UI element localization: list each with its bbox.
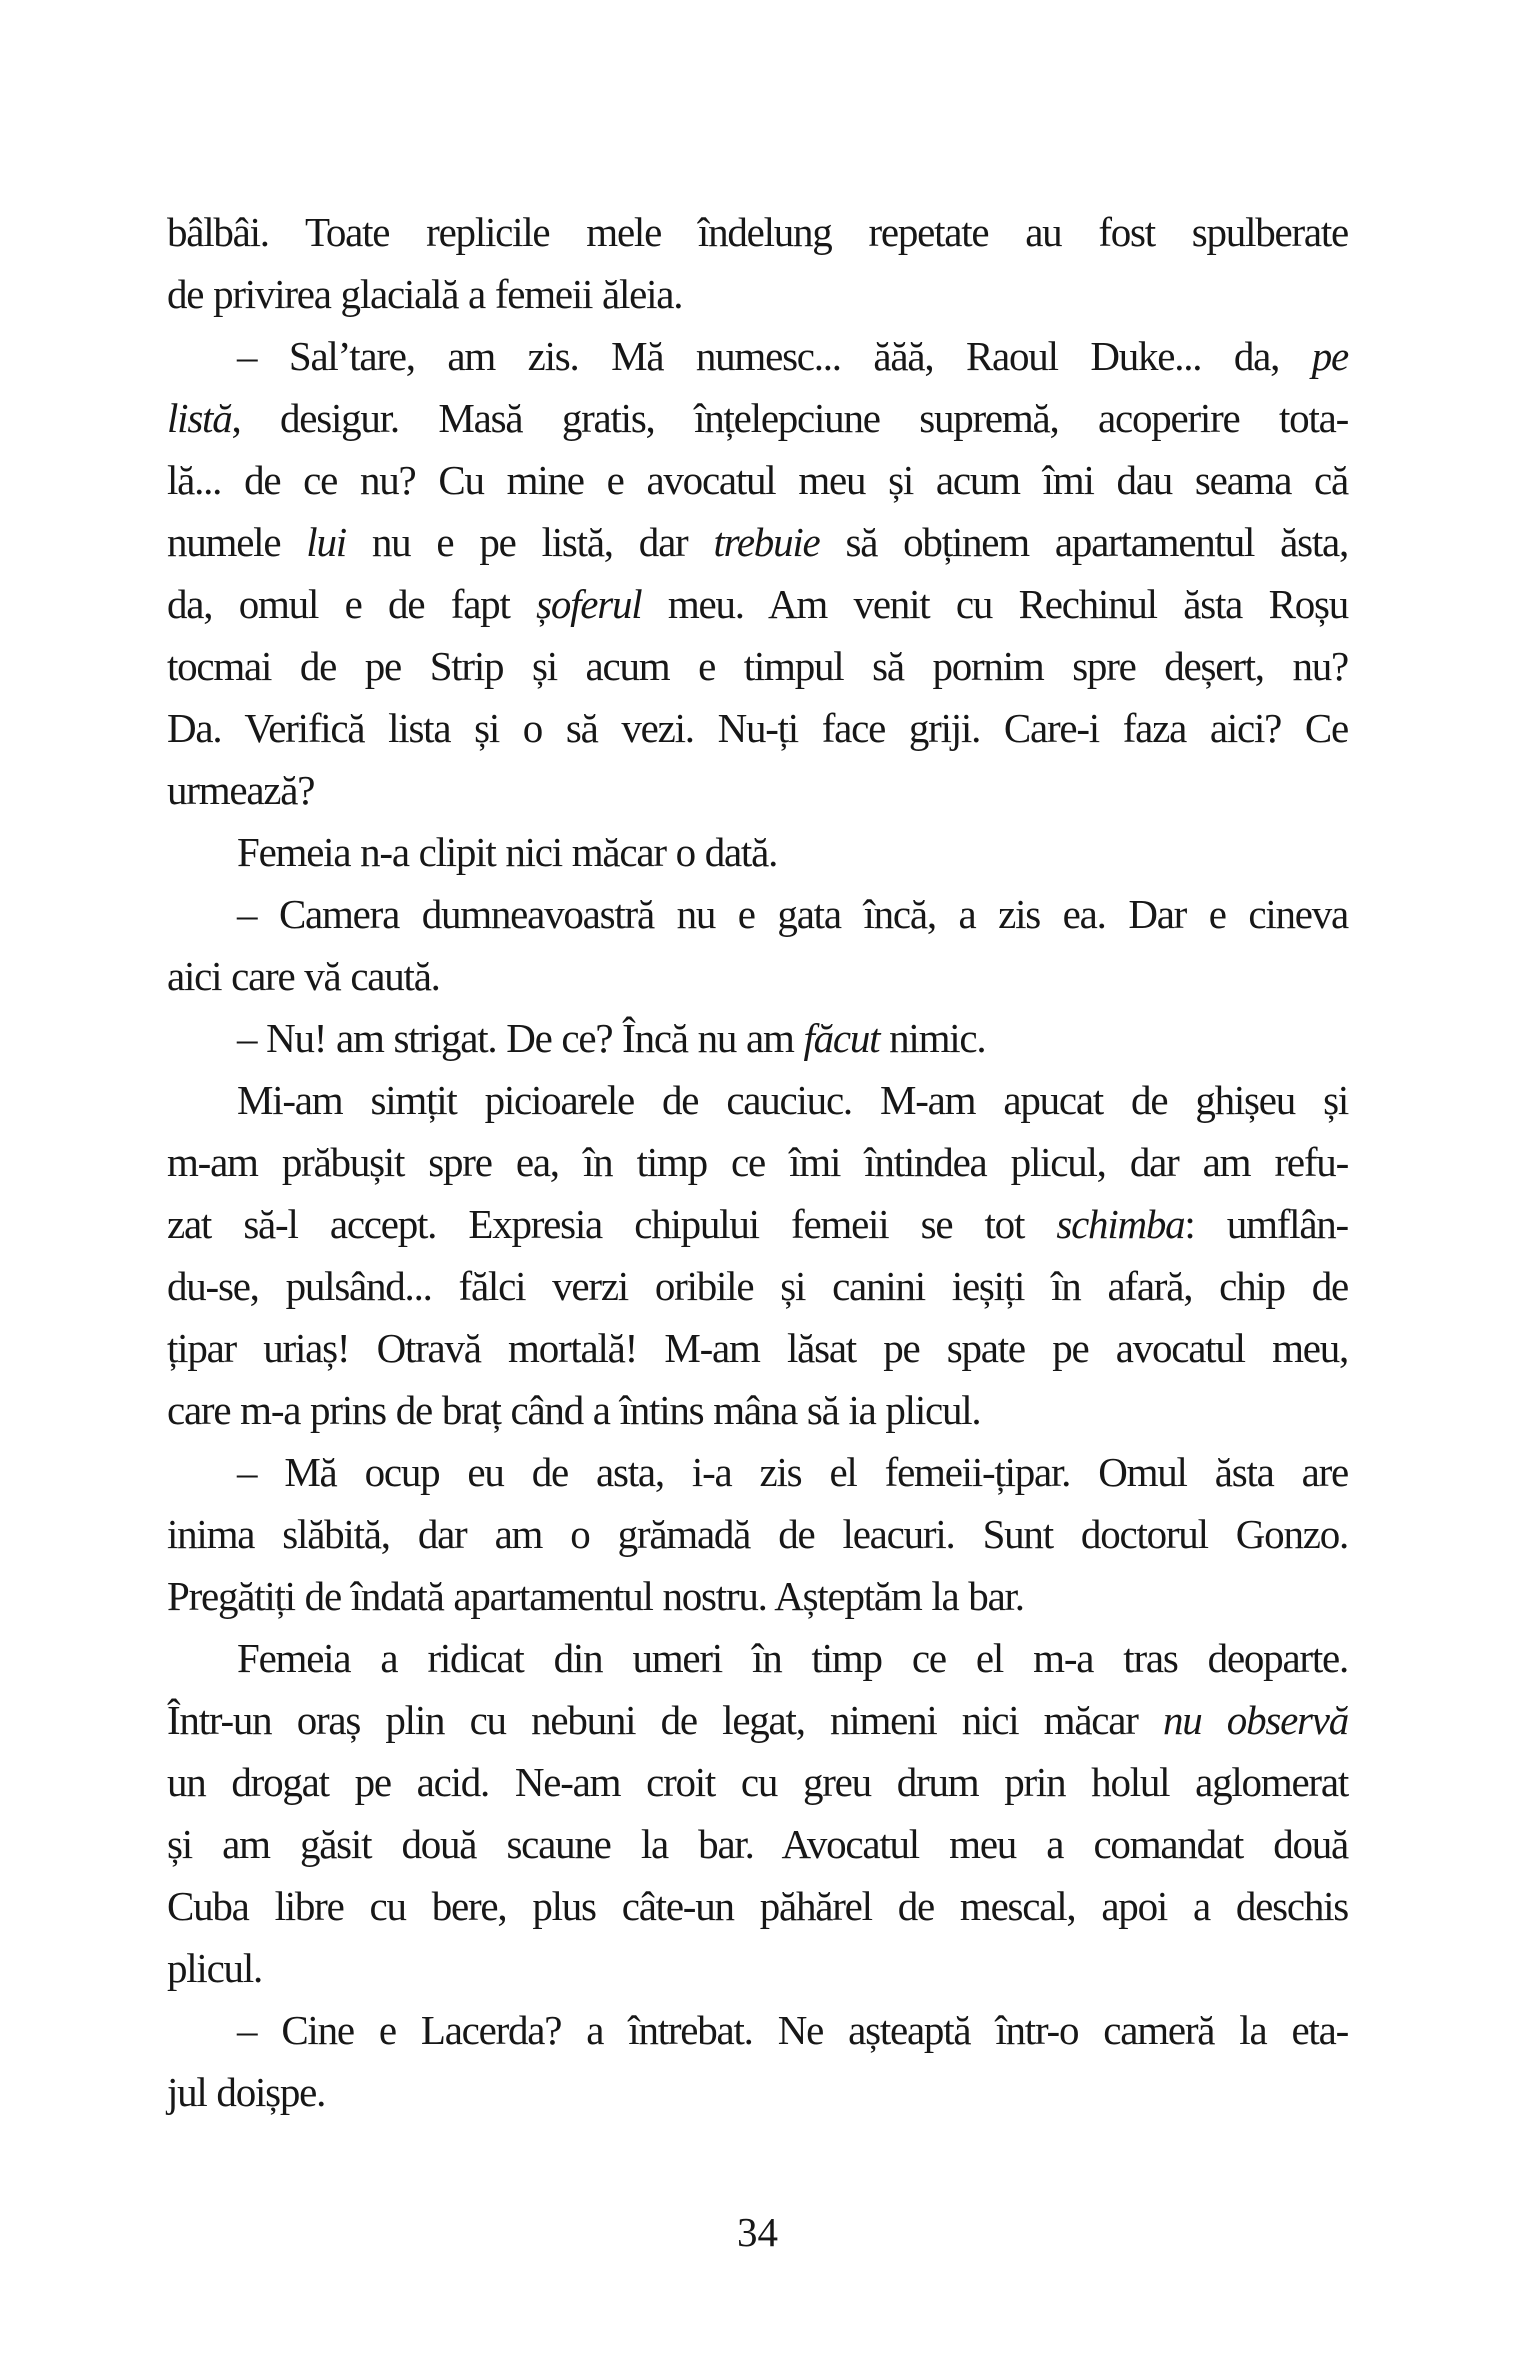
italic-text-segment: nu observă: [1162, 1697, 1349, 1743]
text-segment: de privirea glacială a femeii ăleia.: [167, 271, 683, 317]
text-segment: jul doișpe.: [167, 2069, 326, 2115]
page-number: 34: [737, 2209, 778, 2255]
text-segment: – Sal’tare, am zis. Mă numesc... ăăă, Raoul Duke... da,: [237, 333, 1312, 379]
text-line: [167, 387, 1348, 449]
text-line: [167, 511, 1348, 573]
text-segment: Într-un oraș plin cu nebuni de legat, nimeni nici măcar: [167, 1697, 1163, 1743]
text-line: [167, 1503, 1348, 1565]
text-segment: care m-a prins de braț când a întins mâna să ia plicul.: [167, 1387, 981, 1433]
text-line: [167, 1999, 1348, 2061]
text-segment: – Nu! am strigat. De ce? Încă nu am: [237, 1015, 804, 1061]
text-segment: și am găsit două scaune la bar. Avocatul meu a comandat două: [167, 1821, 1348, 1867]
text-line: [167, 697, 1348, 759]
text-segment: zat să-l accept. Expresia chipului femeii se tot: [167, 1201, 1057, 1247]
italic-text-segment: lui: [306, 519, 346, 565]
text-line: [167, 1937, 1348, 1999]
text-segment: – Camera dumneavoastră nu e gata încă, a zis ea. Dar e cineva: [237, 891, 1348, 937]
text-segment: , desigur. Masă gratis, înțelepciune supremă, acoperire tota-: [231, 395, 1348, 441]
text-line: [167, 1379, 1348, 1441]
text-line: [167, 821, 1348, 883]
italic-text-segment: listă: [167, 395, 232, 441]
text-segment: Femeia n-a clipit nici măcar o dată.: [237, 829, 778, 875]
text-line: [167, 883, 1348, 945]
text-segment: urmează?: [167, 767, 315, 813]
text-line: [167, 1813, 1348, 1875]
text-line: [167, 2061, 1348, 2123]
text-segment: țipar uriaș! Otravă mortală! M-am lăsat pe spate pe avocatul meu,: [167, 1325, 1348, 1371]
text-segment: un drogat pe acid. Ne-am croit cu greu drum prin holul aglomerat: [167, 1759, 1348, 1805]
text-line: [167, 1069, 1348, 1131]
body-text: [167, 201, 1348, 2123]
text-segment: inima slăbită, dar am o grămadă de leacuri. Sunt doctorul Gonzo.: [167, 1511, 1348, 1557]
text-line: [167, 573, 1348, 635]
text-line: [167, 449, 1348, 511]
text-line: [167, 1193, 1348, 1255]
text-line: [167, 945, 1348, 1007]
text-segment: Cuba libre cu bere, plus câte-un păhărel de mescal, apoi a deschis: [167, 1883, 1348, 1929]
text-line: [167, 1565, 1348, 1627]
text-line: [167, 1317, 1348, 1379]
text-line: [167, 1007, 1348, 1069]
text-segment: numele: [167, 519, 307, 565]
text-line: [167, 1689, 1348, 1751]
text-segment: aici care vă caută.: [167, 953, 440, 999]
text-segment: lă... de ce nu? Cu mine e avocatul meu și acum îmi dau seama că: [167, 457, 1348, 503]
text-segment: Da. Verifică lista și o să vezi. Nu-ți face griji. Care-i faza aici? Ce: [167, 705, 1348, 751]
text-line: [167, 759, 1348, 821]
text-line: [167, 1875, 1348, 1937]
text-line: [167, 1255, 1348, 1317]
text-line: [167, 635, 1348, 697]
text-line: [167, 325, 1348, 387]
text-segment: – Cine e Lacerda? a întrebat. Ne așteaptă într-o cameră la eta-: [237, 2007, 1348, 2053]
text-segment: – Mă ocup eu de asta, i-a zis el femeii-țipar. Omul ăsta are: [237, 1449, 1348, 1495]
text-segment: da, omul e de fapt: [167, 581, 537, 627]
text-segment: du-se, pulsând... fălci verzi oribile și canini ieșiți în afară, chip de: [167, 1263, 1348, 1309]
text-segment: nimic.: [879, 1015, 986, 1061]
text-line: [167, 1751, 1348, 1813]
text-segment: plicul.: [167, 1945, 263, 1991]
text-segment: meu. Am venit cu Rechinul ăsta Roșu: [641, 581, 1348, 627]
text-line: [167, 1131, 1348, 1193]
text-segment: m-am prăbușit spre ea, în timp ce îmi întindea plicul, dar am refu-: [167, 1139, 1348, 1185]
text-segment: să obținem apartamentul ăsta,: [819, 519, 1349, 565]
italic-text-segment: schimba: [1056, 1201, 1185, 1247]
italic-text-segment: trebuie: [713, 519, 820, 565]
text-line: [167, 1627, 1348, 1689]
text-segment: Mi-am simțit picioarele de cauciuc. M-am apucat de ghișeu și: [237, 1077, 1348, 1123]
text-line: [167, 1441, 1348, 1503]
text-segment: Femeia a ridicat din umeri în timp ce el m-a tras deoparte.: [237, 1635, 1348, 1681]
text-segment: : umflân-: [1184, 1201, 1348, 1247]
text-segment: nu e pe listă, dar: [345, 519, 714, 565]
italic-text-segment: pe: [1311, 333, 1348, 379]
text-segment: bâlbâi. Toate replicile mele îndelung repetate au fost spulberate: [167, 209, 1348, 255]
text-line: [167, 201, 1348, 263]
text-segment: Pregătiți de îndată apartamentul nostru. Așteptăm la bar.: [167, 1573, 1024, 1619]
italic-text-segment: șoferul: [536, 581, 642, 627]
text-segment: tocmai de pe Strip și acum e timpul să pornim spre deșert, nu?: [167, 643, 1348, 689]
text-line: [167, 263, 1348, 325]
italic-text-segment: făcut: [803, 1015, 880, 1061]
